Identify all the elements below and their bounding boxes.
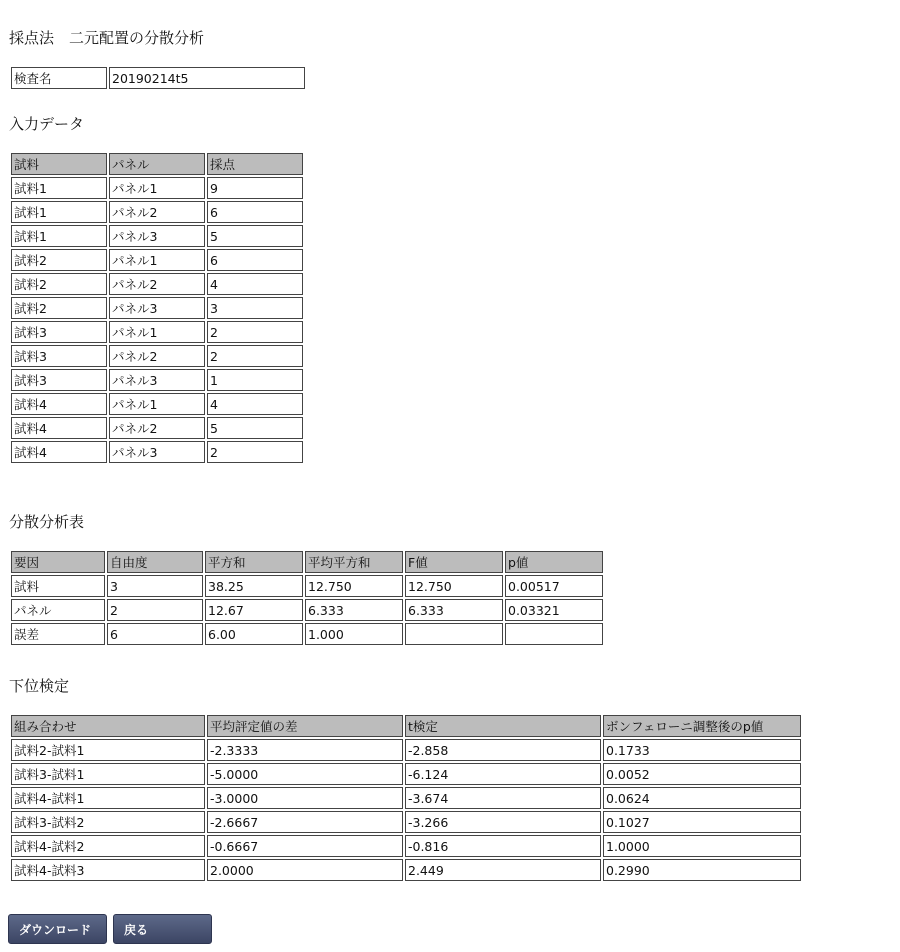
table-cell — [505, 623, 603, 645]
header-ss: 平方和 — [205, 551, 303, 573]
table-cell: 1.000 — [305, 623, 403, 645]
table-cell: 2 — [207, 345, 303, 367]
table-cell: 2 — [207, 441, 303, 463]
table-row — [11, 763, 801, 785]
back-button[interactable]: 戻る — [113, 914, 212, 944]
table-cell: 試料4-試料3 — [11, 859, 205, 881]
table-cell: 試料3 — [11, 321, 107, 343]
table-cell: 1 — [207, 369, 303, 391]
exam-name-table — [9, 65, 307, 91]
table-cell: 12.67 — [205, 599, 303, 621]
table-cell: 38.25 — [205, 575, 303, 597]
input-data-heading: 入力データ — [9, 115, 85, 133]
table-row — [11, 321, 303, 343]
table-cell: 試料4-試料1 — [11, 787, 205, 809]
table-cell: 試料3-試料2 — [11, 811, 205, 833]
header-t-test: t検定 — [405, 715, 601, 737]
table-cell: 6 — [207, 201, 303, 223]
table-cell: 3 — [107, 575, 203, 597]
table-cell: 誤差 — [11, 623, 105, 645]
table-cell: 試料1 — [11, 177, 107, 199]
table-row — [11, 441, 303, 463]
header-df: 自由度 — [107, 551, 203, 573]
table-row — [11, 417, 303, 439]
table-row — [11, 177, 303, 199]
header-mean-diff: 平均評定値の差 — [207, 715, 403, 737]
table-cell: 2.449 — [405, 859, 601, 881]
table-cell: 試料3 — [11, 369, 107, 391]
table-row — [11, 575, 603, 597]
table-cell: 試料4 — [11, 441, 107, 463]
table-row — [11, 201, 303, 223]
table-cell: -3.266 — [405, 811, 601, 833]
header-pair: 組み合わせ — [11, 715, 205, 737]
table-cell: -6.124 — [405, 763, 601, 785]
table-cell: 3 — [207, 297, 303, 319]
table-cell: -2.6667 — [207, 811, 403, 833]
anova-heading: 分散分析表 — [9, 513, 85, 531]
table-cell: 試料3-試料1 — [11, 763, 205, 785]
table-cell: パネル3 — [109, 297, 205, 319]
table-cell: パネル1 — [109, 249, 205, 271]
header-score: 採点 — [207, 153, 303, 175]
table-cell: パネル — [11, 599, 105, 621]
table-cell: 4 — [207, 273, 303, 295]
page-title: 採点法 二元配置の分散分析 — [9, 29, 205, 47]
table-cell: 0.00517 — [505, 575, 603, 597]
table-cell: -0.816 — [405, 835, 601, 857]
table-cell: パネル3 — [109, 225, 205, 247]
table-cell: 0.03321 — [505, 599, 603, 621]
table-row — [11, 811, 801, 833]
table-cell — [405, 623, 503, 645]
table-row — [11, 787, 801, 809]
table-cell: 試料2 — [11, 297, 107, 319]
table-cell: パネル2 — [109, 201, 205, 223]
table-row — [11, 599, 603, 621]
table-row — [11, 859, 801, 881]
table-cell: 0.1027 — [603, 811, 801, 833]
table-cell: -2.3333 — [207, 739, 403, 761]
table-row — [11, 273, 303, 295]
table-cell: パネル1 — [109, 177, 205, 199]
table-cell: 6.333 — [405, 599, 503, 621]
table-cell: 6.00 — [205, 623, 303, 645]
table-cell: 試料3 — [11, 345, 107, 367]
table-cell: 試料4 — [11, 393, 107, 415]
table-cell: 1.0000 — [603, 835, 801, 857]
table-cell: 9 — [207, 177, 303, 199]
table-cell: 0.0052 — [603, 763, 801, 785]
header-panel: パネル — [109, 153, 205, 175]
table-cell: -3.674 — [405, 787, 601, 809]
table-cell: 2 — [107, 599, 203, 621]
table-cell: 試料4-試料2 — [11, 835, 205, 857]
posthoc-heading: 下位検定 — [9, 677, 70, 695]
table-cell: 試料 — [11, 575, 105, 597]
table-cell: 試料2-試料1 — [11, 739, 205, 761]
table-cell: パネル2 — [109, 345, 205, 367]
input-data-table — [9, 151, 305, 465]
table-cell: 試料1 — [11, 201, 107, 223]
table-cell: パネル1 — [109, 393, 205, 415]
table-cell: 6 — [107, 623, 203, 645]
header-bonferroni-p: ボンフェローニ調整後のp値 — [603, 715, 801, 737]
header-sample: 試料 — [11, 153, 107, 175]
table-cell: パネル1 — [109, 321, 205, 343]
table-row — [11, 225, 303, 247]
table-row — [11, 623, 603, 645]
table-cell: パネル3 — [109, 441, 205, 463]
header-ms: 平均平方和 — [305, 551, 403, 573]
table-cell: パネル3 — [109, 369, 205, 391]
table-cell: -0.6667 — [207, 835, 403, 857]
download-button[interactable]: ダウンロード — [8, 914, 107, 944]
table-cell: 試料2 — [11, 273, 107, 295]
table-cell: 6 — [207, 249, 303, 271]
header-factor: 要因 — [11, 551, 105, 573]
table-cell: 2 — [207, 321, 303, 343]
exam-name-value: 20190214t5 — [109, 67, 305, 89]
table-cell: 0.0624 — [603, 787, 801, 809]
table-row — [11, 297, 303, 319]
table-cell: 試料4 — [11, 417, 107, 439]
table-row — [11, 835, 801, 857]
table-cell: 試料2 — [11, 249, 107, 271]
header-p: p値 — [505, 551, 603, 573]
posthoc-table — [9, 713, 803, 883]
table-cell: 12.750 — [305, 575, 403, 597]
table-row — [11, 345, 303, 367]
table-cell: -3.0000 — [207, 787, 403, 809]
table-row — [11, 739, 801, 761]
table-cell: 0.2990 — [603, 859, 801, 881]
exam-name-label: 検査名 — [11, 67, 107, 89]
table-cell: 2.0000 — [207, 859, 403, 881]
anova-table — [9, 549, 605, 647]
table-cell: 試料1 — [11, 225, 107, 247]
table-row — [11, 369, 303, 391]
table-cell: 5 — [207, 417, 303, 439]
header-f: F値 — [405, 551, 503, 573]
table-cell: -5.0000 — [207, 763, 403, 785]
table-row — [11, 393, 303, 415]
table-cell: 0.1733 — [603, 739, 801, 761]
table-cell: 12.750 — [405, 575, 503, 597]
table-cell: パネル2 — [109, 273, 205, 295]
table-row — [11, 249, 303, 271]
table-cell: 4 — [207, 393, 303, 415]
table-cell: 5 — [207, 225, 303, 247]
table-cell: -2.858 — [405, 739, 601, 761]
table-cell: 6.333 — [305, 599, 403, 621]
table-cell: パネル2 — [109, 417, 205, 439]
